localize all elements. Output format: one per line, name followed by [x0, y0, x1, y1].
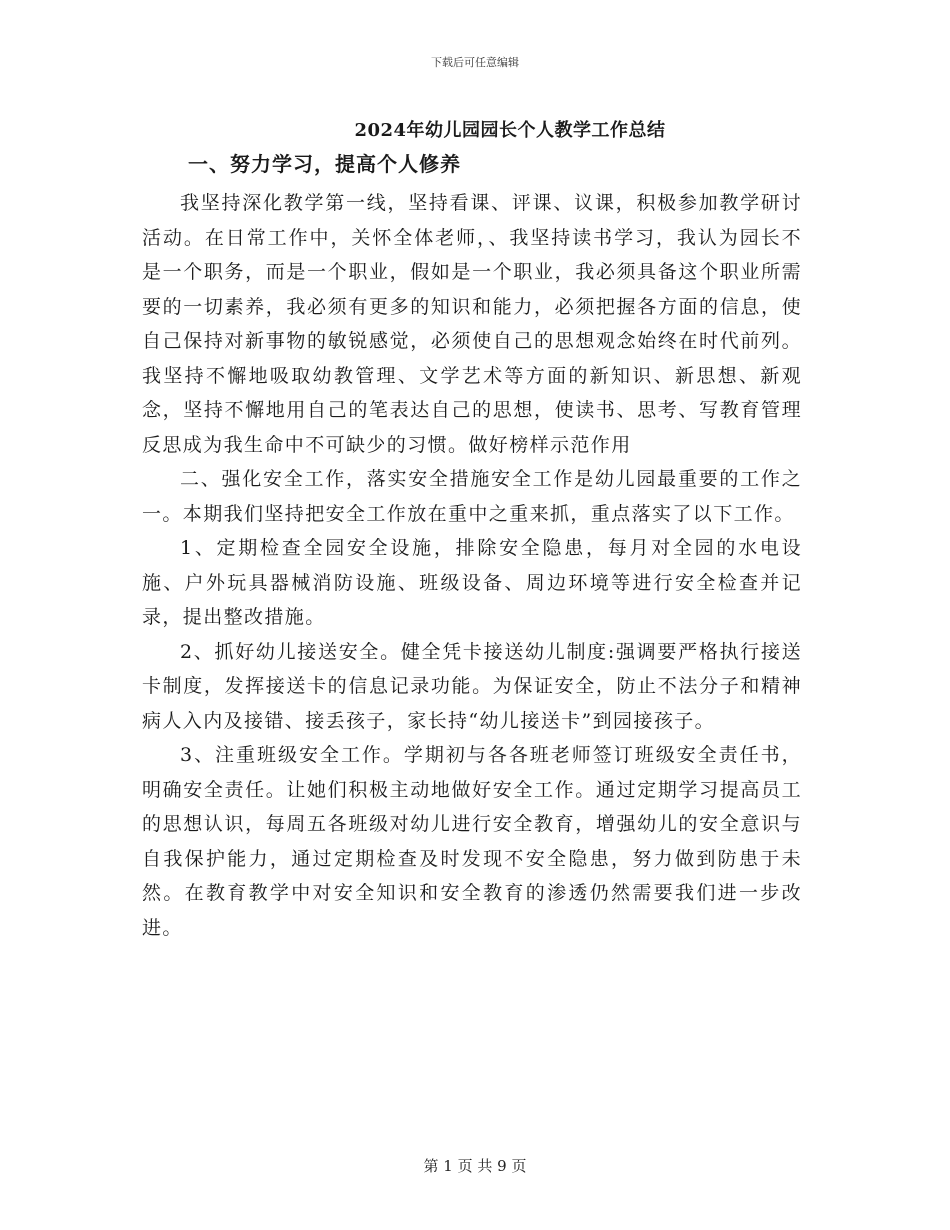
paragraph: 2、抓好幼儿接送安全。健全凭卡接送幼儿制度:强调要严格执行接送卡制度，发挥接送卡的信息记录功能。为保证安全，防止不法分子和精神病人入内及接错、接丢孩子，家长持“幼儿接送卡”到园接孩子。: [142, 640, 802, 732]
document-title: 2024年幼儿园园长个人教学工作总结: [354, 120, 666, 141]
paragraph: 我坚持深化教学第一线，坚持看课、评课、议课，积极参加教学研讨活动。在日常工作中，关怀全体老师，、我坚持读书学习，我认为园长不是一个职务，而是一个职业，假如是一个职业，我必须具备这个职业所需要的一切素养，我必须有更多的知识和能力，必须把握各方面的信息，使自己保持对新事物的敏锐感觉，必须使自己的思想观念始终在时代前列。我坚持不懈地吸取幼教管理、文学艺术等方面的新知识、新思想、新观念，坚持不懈地用自己的笔表达自己的思想，使读书、思考、写教育管理反思成为我生命中不可缺少的习惯。做好榜样示范作用: [142, 192, 802, 456]
header-note: 下载后可任意编辑: [431, 56, 519, 69]
section-heading: 一、努力学习，提高个人修养: [188, 152, 461, 176]
paragraph: 二、强化安全工作，落实安全措施安全工作是幼儿园最重要的工作之一。本期我们坚持把安全工作放在重中之重来抓，重点落实了以下工作。: [142, 468, 802, 525]
document-body: [142, 186, 802, 945]
paragraph: 3、注重班级安全工作。学期初与各各班老师签订班级安全责任书，明确安全责任。让她们积极主动地做好安全工作。通过定期学习提高员工的思想认识，每周五各班级对幼儿进行安全教育，增强幼儿的安全意识与自我保护能力，通过定期检查及时发现不安全隐患，努力做到防患于未然。在教育教学中对安全知识和安全教育的渗透仍然需要我们进一步改进。: [142, 744, 802, 939]
paragraph: 1、定期检查全园安全设施，排除安全隐患，每月对全园的水电设施、户外玩具器械消防设施、班级设备、周边环境等进行安全检查并记录，提出整改措施。: [142, 537, 802, 628]
page-number: 第 1 页 共 9 页: [423, 1157, 527, 1175]
